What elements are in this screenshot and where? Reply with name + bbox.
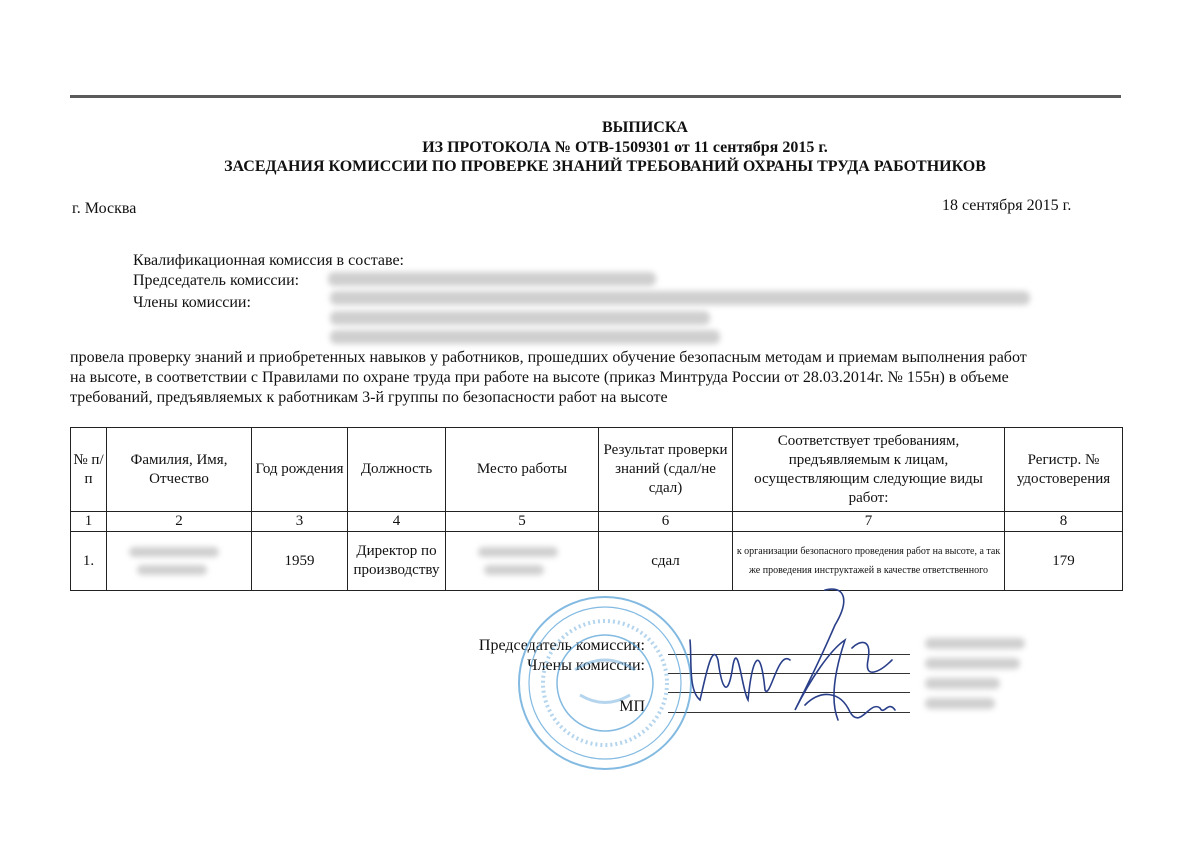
header-cell: Соответствует требованиям, предъявляемым к лицам, осуществляющим следующие виды работ:	[733, 428, 1005, 512]
header-cell: Регистр. № удостоверения	[1005, 428, 1123, 512]
column-number: 2	[107, 512, 252, 532]
body-line: провела проверку знаний и приобретенных навыков у работников, прошедших обучение безопасным методам и приемам выполнения работ	[70, 349, 1027, 366]
header-cell: Фамилия, Имя, Отчество	[107, 428, 252, 512]
job-position: Директор по производству	[348, 532, 446, 591]
signature-members-label: Члены комиссии:	[527, 657, 645, 674]
column-number: 6	[599, 512, 733, 532]
chairman-label: Председатель комиссии:	[133, 272, 300, 289]
header-cell: Год рождения	[252, 428, 348, 512]
protocol-reference: ИЗ ПРОТОКОЛА № ОТВ-1509301 от 11 сентября 2015 г.	[422, 139, 828, 156]
column-number: 3	[252, 512, 348, 532]
body-line: требований, предъявляемых к работникам 3-й группы по безопасности работ на высоте	[70, 389, 668, 406]
column-number: 1	[71, 512, 107, 532]
row-number: 1.	[71, 532, 107, 591]
meeting-title: ЗАСЕДАНИЯ КОМИССИИ ПО ПРОВЕРКЕ ЗНАНИЙ ТРЕБОВАНИЙ ОХРАНЫ ТРУДА РАБОТНИКОВ	[224, 158, 986, 175]
test-result: сдал	[599, 532, 733, 591]
column-number: 8	[1005, 512, 1123, 532]
commission-intro: Квалификационная комиссия в составе:	[133, 252, 404, 269]
header-cell: Должность	[348, 428, 446, 512]
signature-chairman-label: Председатель комиссии:	[478, 637, 645, 654]
document-date: 18 сентября 2015 г.	[942, 197, 1072, 214]
members-label: Члены комиссии:	[133, 294, 251, 311]
birth-year: 1959	[252, 532, 348, 591]
registration-number: 179	[1005, 532, 1123, 591]
column-number: 4	[348, 512, 446, 532]
city: г. Москва	[72, 200, 137, 217]
body-line: на высоте, в соответствии с Правилами по охране труда при работе на высоте (приказ Минтруда России от 28.03.2014г. № 155н) в объеме	[70, 369, 1009, 386]
stamp-label: МП	[619, 698, 645, 715]
document-title: ВЫПИСКА	[602, 119, 688, 136]
handwritten-signatures	[690, 589, 895, 720]
work-types: к организации безопасного проведения работ на высоте, а так же проведения инструктажей в качестве ответственного	[733, 532, 1005, 591]
column-number: 7	[733, 512, 1005, 532]
header-cell: № п/п	[71, 428, 107, 512]
round-stamp	[519, 597, 691, 769]
header-cell: Результат проверки знаний (сдал/не сдал)	[599, 428, 733, 512]
header-cell: Место работы	[446, 428, 599, 512]
column-number: 5	[446, 512, 599, 532]
